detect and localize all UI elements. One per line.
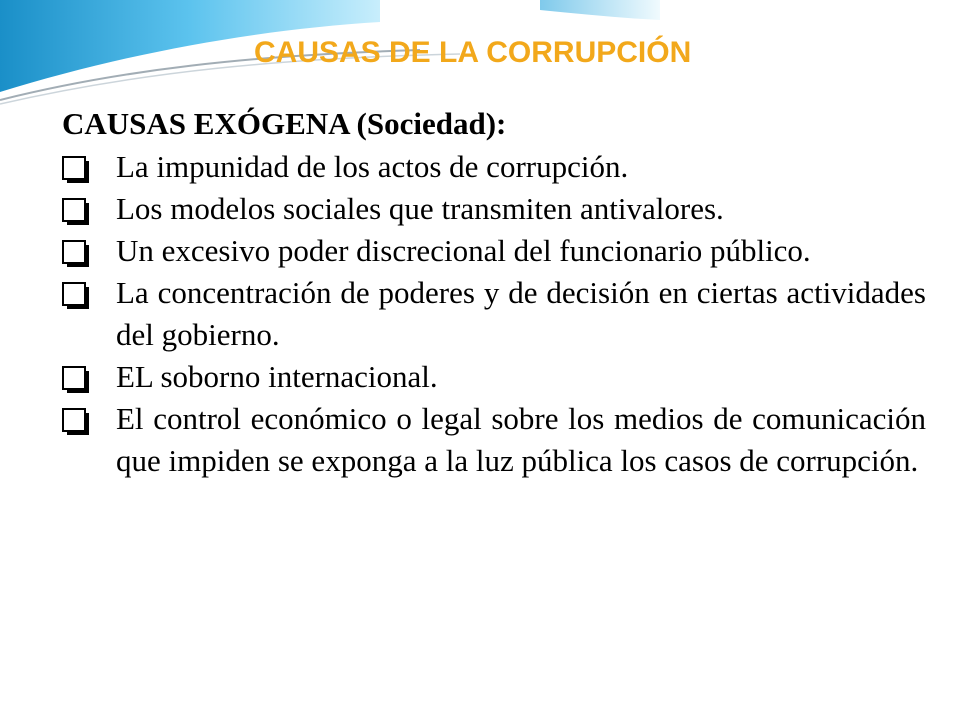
list-item-text: Los modelos sociales que transmiten antivalores. [116, 191, 724, 226]
bullet-list [62, 146, 926, 482]
list-item-text: Un excesivo poder discrecional del funcionario público. [116, 233, 811, 268]
slide-title: CAUSAS DE LA CORRUPCIÓN [254, 36, 692, 69]
checkbox-icon [62, 198, 90, 226]
list-item [62, 272, 926, 356]
checkbox-icon [62, 240, 90, 268]
list-item [62, 188, 926, 230]
slide-content [62, 104, 926, 482]
checkbox-icon [62, 282, 90, 310]
list-item-text: La concentración de poderes y de decisión en ciertas actividades del gobierno. [116, 275, 926, 352]
list-item-text: EL soborno internacional. [116, 359, 438, 394]
list-item [62, 398, 926, 482]
checkbox-icon [62, 366, 90, 394]
list-item [62, 356, 926, 398]
checkbox-icon [62, 408, 90, 436]
list-item-text: La impunidad de los actos de corrupción. [116, 149, 629, 184]
list-item [62, 146, 926, 188]
list-item-text: El control económico o legal sobre los medios de comunicación que impiden se exponga a la luz pública los casos de corrupción. [116, 401, 926, 478]
section-heading: CAUSAS EXÓGENA (Sociedad): [62, 106, 507, 141]
list-item [62, 230, 926, 272]
checkbox-icon [62, 156, 90, 184]
